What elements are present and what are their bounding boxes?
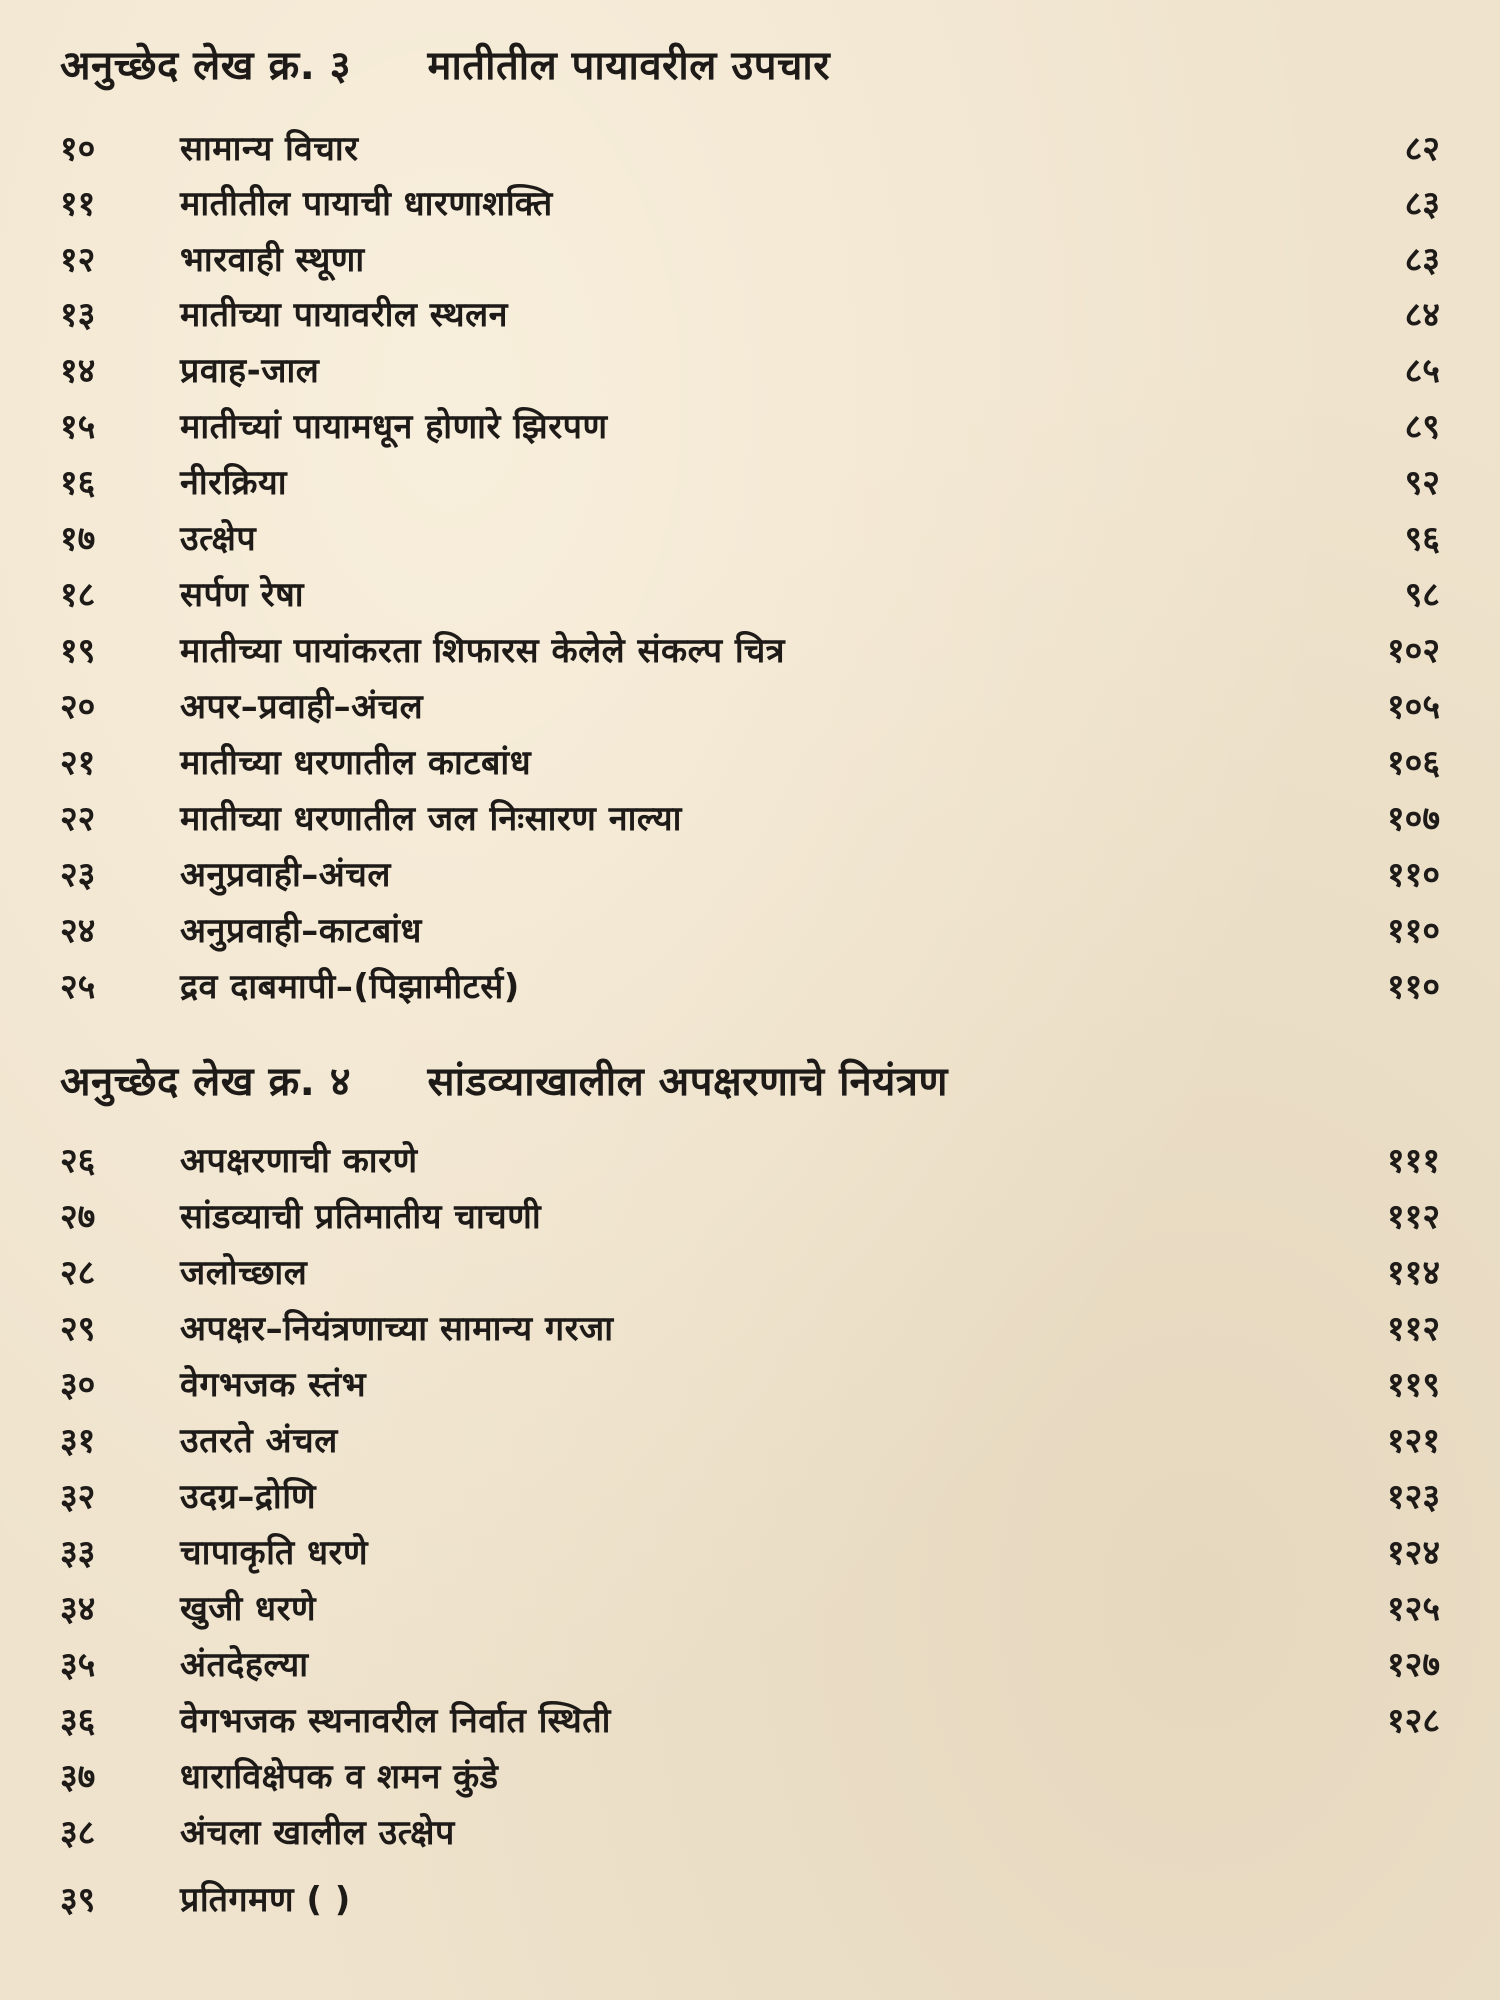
list-item [60, 1584, 1440, 1634]
entry-number: ११ [60, 184, 96, 224]
entry-title: सर्पण रेषा [180, 575, 305, 615]
entry-title: नीरक्रिया [180, 463, 288, 503]
entry-number: ३४ [60, 1589, 96, 1629]
section-title: सांडव्याखालील अपक्षरणाचे नियंत्रण [427, 1059, 948, 1105]
entry-page-number: १०५ [1386, 687, 1440, 727]
section-label: अनुच्छेद लेख क्र. ४ [60, 1059, 352, 1105]
entry-title: सामान्य विचार [180, 129, 359, 169]
list-item [60, 1416, 1440, 1466]
entry-title: मातीच्यां पायामधून होणारे झिरपण [180, 407, 608, 447]
entry-number: २३ [60, 855, 96, 895]
section-label: अनुच्छेद लेख क्र. ३ [60, 43, 352, 89]
entry-number: १५ [60, 407, 96, 447]
list-item [60, 906, 1440, 956]
entry-number: ३२ [60, 1477, 96, 1517]
entry-page-number: ८२ [1404, 129, 1440, 169]
entry-title: वेगभजक स्थनावरील निर्वात स्थिती [180, 1701, 611, 1741]
section-heading-4 [60, 1052, 948, 1107]
list-item [60, 738, 1440, 788]
list-item [60, 235, 1440, 285]
entry-title: प्रवाह-जाल [180, 351, 320, 391]
entry-page-number: १२१ [1386, 1421, 1440, 1461]
entry-title: अपक्षर–नियंत्रणाच्या सामान्य गरजा [180, 1309, 614, 1349]
entry-page-number: ८४ [1404, 295, 1440, 335]
entry-number: ३१ [60, 1421, 96, 1461]
list-item [60, 682, 1440, 732]
entry-number: ३८ [60, 1813, 96, 1853]
entry-number: १८ [60, 575, 96, 615]
list-item [60, 1528, 1440, 1578]
entry-number: १७ [60, 519, 96, 559]
list-item [60, 402, 1440, 452]
entry-page-number: ११२ [1386, 1309, 1440, 1349]
entry-number: ३५ [60, 1645, 96, 1685]
list-item [60, 1360, 1440, 1410]
entry-page-number: ११९ [1386, 1365, 1440, 1405]
entry-page-number: १२५ [1386, 1589, 1440, 1629]
entry-title: खुजी धरणे [180, 1589, 317, 1629]
entry-page-number: ११२ [1386, 1197, 1440, 1237]
entry-title: जलोच्छाल [180, 1253, 308, 1293]
entry-page-number: १२४ [1386, 1533, 1440, 1573]
entry-title: उदग्र–द्रोणि [180, 1477, 317, 1517]
entry-page-number: ११० [1386, 967, 1440, 1007]
list-item [60, 962, 1440, 1012]
entry-title: द्रव दाबमापी–(पिझामीटर्स) [180, 967, 520, 1007]
entry-page-number: ११० [1386, 855, 1440, 895]
entry-number: २७ [60, 1197, 96, 1237]
entry-title: मातीतील पायाची धारणाशक्ति [180, 184, 553, 224]
entry-number: २९ [60, 1309, 96, 1349]
entry-number: २८ [60, 1253, 96, 1293]
entry-page-number: १११ [1386, 1141, 1440, 1181]
entry-page-number: १०७ [1386, 799, 1440, 839]
list-item [60, 1808, 1440, 1858]
entry-number: ३३ [60, 1533, 96, 1573]
entry-number: १६ [60, 463, 96, 503]
entry-number: १३ [60, 295, 96, 335]
list-item [60, 1192, 1440, 1242]
entry-number: १४ [60, 351, 96, 391]
list-item [60, 124, 1440, 174]
entry-title: अंतदेहल्या [180, 1645, 309, 1685]
entry-title: वेगभजक स्तंभ [180, 1365, 367, 1405]
entry-title: धाराविक्षेपक व शमन कुंडे [180, 1757, 499, 1797]
entry-title: अपर–प्रवाही–अंचल [180, 687, 424, 727]
list-item [60, 290, 1440, 340]
list-item [60, 1136, 1440, 1186]
list-item [60, 1304, 1440, 1354]
entry-number: ३० [60, 1365, 96, 1405]
list-item [60, 1752, 1440, 1802]
entry-title: भारवाही स्थूणा [180, 240, 365, 280]
list-item [60, 179, 1440, 229]
entry-number: २४ [60, 911, 96, 951]
entry-page-number: १२७ [1386, 1645, 1440, 1685]
entry-title: उतरते अंचल [180, 1421, 338, 1461]
list-item [60, 570, 1440, 620]
list-item [60, 1875, 1440, 1925]
entry-page-number: १२३ [1386, 1477, 1440, 1517]
entry-page-number: ८९ [1404, 407, 1440, 447]
list-item [60, 1696, 1440, 1746]
list-item [60, 1640, 1440, 1690]
entry-number: २० [60, 687, 96, 727]
entry-page-number: १०२ [1386, 631, 1440, 671]
entry-title: उत्क्षेप [180, 519, 257, 559]
entry-title: अनुप्रवाही–काटबांध [180, 911, 422, 951]
entry-number: १० [60, 129, 96, 169]
entry-page-number: ११४ [1386, 1253, 1440, 1293]
entry-number: २१ [60, 743, 96, 783]
entry-number: ३७ [60, 1757, 96, 1797]
list-item [60, 1472, 1440, 1522]
entry-title: मातीच्या पायावरील स्थलन [180, 295, 508, 335]
entry-page-number: ८३ [1404, 184, 1440, 224]
entry-title: मातीच्या पायांकरता शिफारस केलेले संकल्प चित्र [180, 631, 786, 671]
entry-number: २६ [60, 1141, 96, 1181]
list-item [60, 346, 1440, 396]
list-item [60, 626, 1440, 676]
entry-title: चापाकृति धरणे [180, 1533, 369, 1573]
entry-title: सांडव्याची प्रतिमातीय चाचणी [180, 1197, 542, 1237]
list-item [60, 514, 1440, 564]
entry-page-number: ९२ [1404, 463, 1440, 503]
entry-number: १२ [60, 240, 96, 280]
entry-number: २२ [60, 799, 96, 839]
entry-number: २५ [60, 967, 96, 1007]
section-heading-3 [60, 36, 830, 91]
entry-page-number: १०६ [1386, 743, 1440, 783]
entry-title: अपक्षरणाची कारणे [180, 1141, 418, 1181]
entry-page-number: ९६ [1404, 519, 1440, 559]
entry-number: १९ [60, 631, 96, 671]
entry-page-number: १२८ [1386, 1701, 1440, 1741]
entry-page-number: ११० [1386, 911, 1440, 951]
entry-number: ३६ [60, 1701, 96, 1741]
entry-title: प्रतिगमण ( ) [180, 1880, 351, 1920]
entry-title: मातीच्या धरणातील काटबांध [180, 743, 532, 783]
list-item [60, 850, 1440, 900]
entry-title: अनुप्रवाही–अंचल [180, 855, 391, 895]
entry-page-number: ८३ [1404, 240, 1440, 280]
entry-page-number: ८५ [1404, 351, 1440, 391]
entry-title: मातीच्या धरणातील जल निःसारण नाल्या [180, 799, 682, 839]
entry-page-number: ९८ [1404, 575, 1440, 615]
section-title: मातीतील पायावरील उपचार [427, 43, 831, 89]
list-item [60, 1248, 1440, 1298]
entry-title: अंचला खालील उत्क्षेप [180, 1813, 455, 1853]
entry-number: ३९ [60, 1880, 96, 1920]
list-item [60, 794, 1440, 844]
list-item [60, 458, 1440, 508]
